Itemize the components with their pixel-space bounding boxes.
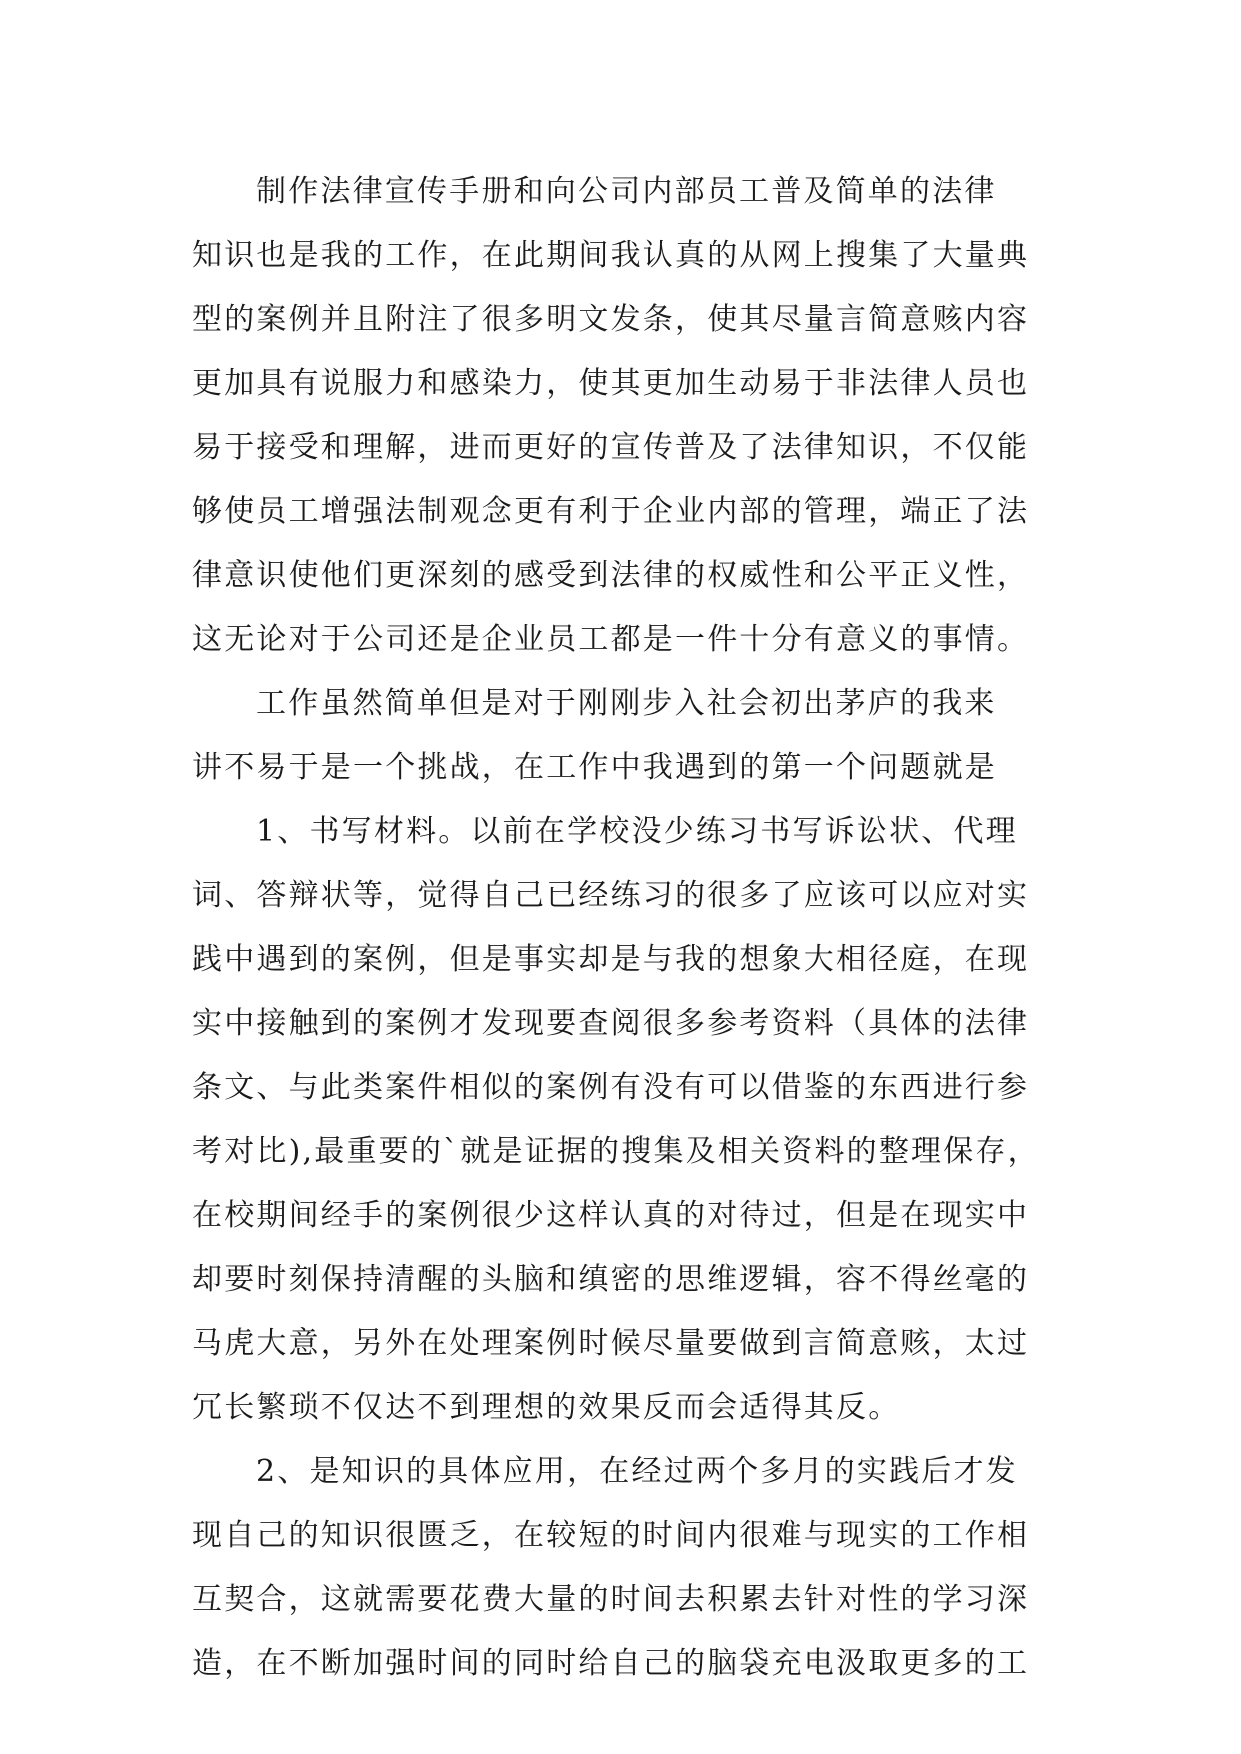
paragraph-line: 却要时刻保持清醒的头脑和缜密的思维逻辑，容不得丝毫的 xyxy=(192,1262,1030,1297)
paragraph-line: 实中接触到的案例才发现要查阅很多参考资料（具体的法律 xyxy=(192,1006,1030,1041)
paragraph-line: 律意识使他们更深刻的感受到法律的权威性和公平正义性， xyxy=(192,558,1030,593)
document-body xyxy=(192,160,1052,1696)
paragraph-line: 冗长繁琐不仅达不到理想的效果反而会适得其反。 xyxy=(192,1390,901,1425)
paragraph-line: 够使员工增强法制观念更有利于企业内部的管理，端正了法 xyxy=(192,494,1030,529)
paragraph-line: 2、是知识的具体应用，在经过两个多月的实践后才发 xyxy=(256,1454,1018,1489)
paragraph-line: 在校期间经手的案例很少这样认真的对待过，但是在现实中 xyxy=(192,1198,1030,1233)
paragraph-line: 工作虽然简单但是对于刚刚步入社会初出茅庐的我来 xyxy=(256,686,997,721)
paragraph-line: 1、书写材料。以前在学校没少练习书写诉讼状、代理 xyxy=(256,814,1018,849)
paragraph-line: 互契合，这就需要花费大量的时间去积累去针对性的学习深 xyxy=(192,1582,1030,1617)
paragraph-line: 知识也是我的工作，在此期间我认真的从网上搜集了大量典 xyxy=(192,238,1030,273)
paragraph-line: 条文、与此类案件相似的案例有没有可以借鉴的东西进行参 xyxy=(192,1070,1030,1105)
paragraph-line: 易于接受和理解，进而更好的宣传普及了法律知识，不仅能 xyxy=(192,430,1030,465)
paragraph-line: 更加具有说服力和感染力，使其更加生动易于非法律人员也 xyxy=(192,366,1030,401)
paragraph-line: 造，在不断加强时间的同时给自己的脑袋充电汲取更多的工 xyxy=(192,1646,1030,1681)
paragraph-line: 讲不易于是一个挑战，在工作中我遇到的第一个问题就是 xyxy=(192,750,997,785)
paragraph-line: 考对比),最重要的`就是证据的搜集及相关资料的整理保存， xyxy=(192,1134,1040,1169)
paragraph-line: 型的案例并且附注了很多明文发条，使其尽量言简意赅内容 xyxy=(192,302,1030,337)
paragraph-line: 践中遇到的案例，但是事实却是与我的想象大相径庭，在现 xyxy=(192,942,1030,977)
paragraph-line: 现自己的知识很匮乏，在较短的时间内很难与现实的工作相 xyxy=(192,1518,1030,1553)
paragraph-line: 这无论对于公司还是企业员工都是一件十分有意义的事情。 xyxy=(192,622,1030,657)
paragraph-line: 制作法律宣传手册和向公司内部员工普及简单的法律 xyxy=(256,174,997,209)
paragraph-line: 词、答辩状等，觉得自己已经练习的很多了应该可以应对实 xyxy=(192,878,1030,913)
paragraph-line: 马虎大意，另外在处理案例时候尽量要做到言简意赅，太过 xyxy=(192,1326,1030,1361)
